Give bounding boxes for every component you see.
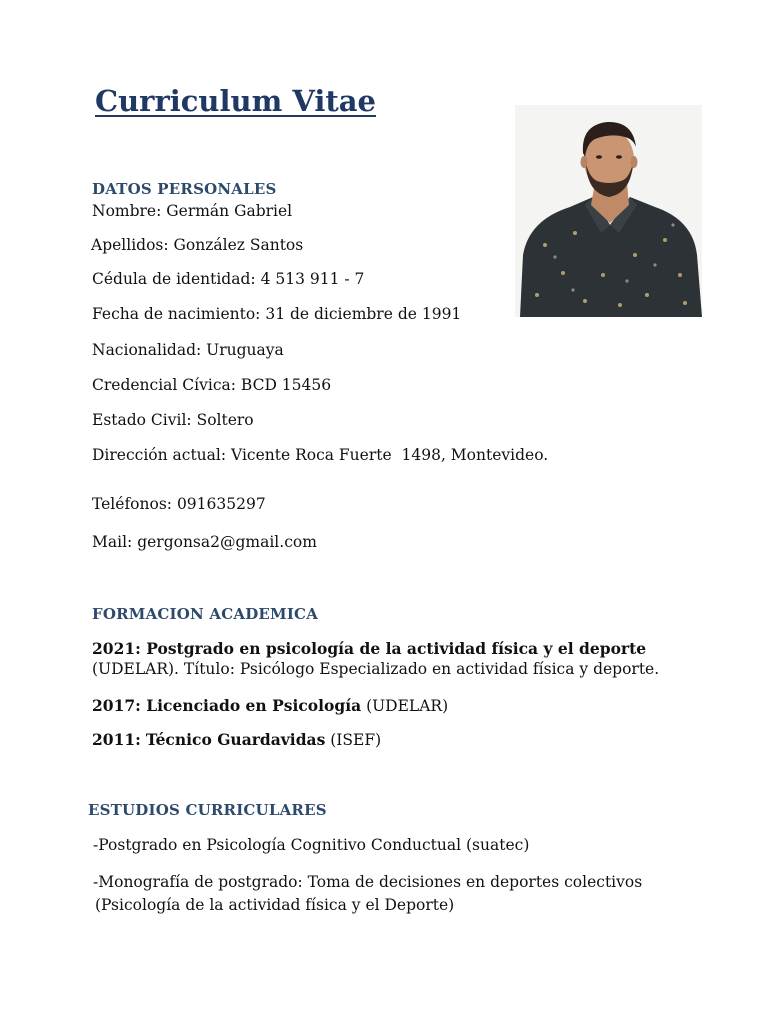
field-nombre: [92, 202, 292, 220]
field-label: Credencial Cívica:: [92, 376, 236, 394]
field-label: Teléfonos:: [92, 495, 172, 513]
field-label: Apellidos:: [91, 236, 169, 254]
section-heading-studies: ESTUDIOS CURRICULARES: [88, 801, 327, 819]
academic-item-2011: 2011: Técnico Guardavidas (ISEF): [92, 730, 382, 749]
field-telefonos: [92, 495, 266, 513]
field-apellidos: [91, 236, 303, 254]
field-label: Estado Civil:: [92, 411, 192, 429]
page-title: Curriculum Vitae: [95, 84, 377, 118]
field-nacionalidad: [92, 341, 284, 359]
section-heading-academic: FORMACION ACADEMICA: [92, 605, 319, 623]
academic-detail: (ISEF): [330, 731, 382, 749]
field-value: 4 513 911 - 7: [260, 270, 365, 288]
field-value: BCD 15456: [240, 376, 332, 394]
field-direccion: [92, 446, 548, 464]
field-value: Uruguaya: [206, 341, 284, 359]
academic-item-2017: [92, 696, 448, 715]
field-label: Dirección actual:: [92, 446, 227, 464]
field-value: Soltero: [196, 411, 254, 429]
field-credencial: [92, 376, 331, 394]
field-fecha-nacimiento: [92, 305, 461, 323]
section-heading-personal: DATOS PERSONALES: [92, 180, 277, 198]
field-value: 091635297: [176, 495, 266, 513]
field-value: González Santos: [173, 236, 304, 254]
field-value: Germán Gabriel: [166, 202, 293, 220]
academic-title: 2021: Postgrado en psicología de la actividad física y el deporte: [92, 639, 647, 658]
academic-year: 2011: [92, 730, 136, 749]
academic-title: 2017: Licenciado en Psicología: [92, 696, 362, 715]
field-label: Fecha de nacimiento:: [92, 305, 261, 323]
field-mail: [92, 533, 317, 551]
field-label: Cédula de identidad:: [92, 270, 256, 288]
studies-item-1: -Postgrado en Psicología Cognitivo Conductual (suatec): [93, 836, 530, 854]
field-estado-civil: [92, 411, 254, 429]
studies-item-2-cont: (Psicología de la actividad física y el Deporte): [95, 896, 455, 914]
field-cedula: [92, 270, 364, 288]
field-label: Mail:: [92, 533, 133, 551]
academic-detail: (UDELAR): [366, 697, 449, 715]
field-value: gergonsa2@gmail.com: [137, 533, 317, 551]
profile-photo: [515, 105, 702, 317]
academic-item-2021-title: [92, 639, 646, 658]
field-label: Nombre:: [92, 202, 162, 220]
academic-item-2021-detail: (UDELAR). Título: Psicólogo Especializado en actividad física y deporte.: [92, 660, 660, 678]
field-value: Vicente Roca Fuerte 1498, Montevideo.: [231, 446, 549, 464]
studies-item-2: -Monografía de postgrado: Toma de decisiones en deportes colectivos: [93, 873, 643, 891]
academic-title: Técnico Guardavidas: [145, 730, 326, 749]
field-label: Nacionalidad:: [92, 341, 202, 359]
field-value: 31 de diciembre de 1991: [265, 305, 462, 323]
